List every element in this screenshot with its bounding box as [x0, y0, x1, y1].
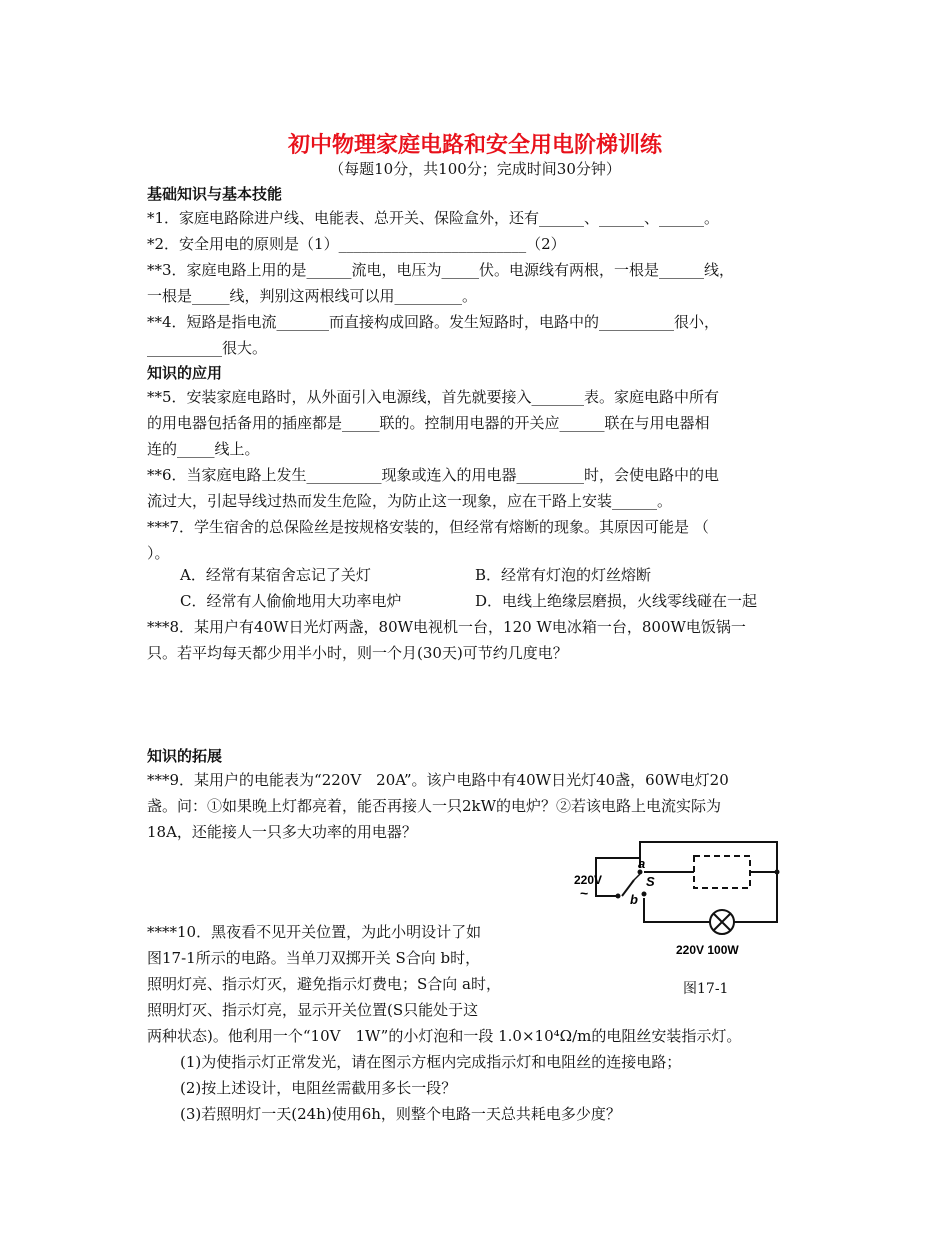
question-6-line-1: **6．当家庭电路上发生__________现象或连入的用电器_________时，会使电路中的电 [147, 466, 720, 484]
question-7-option-d: D．电线上绝缘层磨损，火线零线碰在一起 [475, 592, 758, 610]
question-8-line-2: 只。若平均每天都少用半小时，则一个月(30天)可节约几度电？ [147, 644, 568, 662]
question-10-part-3: (3)若照明灯一天(24h)使用6h，则整个电路一天总共耗电多少度？ [180, 1105, 621, 1123]
question-4-line-1: **4．短路是指电流_______而直接构成回路。发生短路时，电路中的__________很小， [147, 313, 720, 331]
question-7-option-c: C．经常有人偷偷地用大功率电炉 [180, 592, 402, 610]
source-lower-wire [596, 890, 616, 896]
question-10-line-3: 照明灯亮、指示灯灭，避免指示灯费电；S合向 a时， [147, 975, 501, 993]
label-b: b [630, 892, 638, 907]
question-1: *1．家庭电路除进户线、电能表、总开关、保险盒外，还有______、______、______。 [147, 209, 720, 227]
junction-dot [775, 870, 780, 875]
terminal-b-dot [642, 892, 647, 897]
right-wire [734, 872, 777, 922]
question-10-line-5: 两种状态)。他利用一个“10V 1W”的小灯泡和一段 1.0×10⁴Ω/m的电阻丝安装指示灯。 [147, 1027, 742, 1045]
voltage-label: 220V [574, 873, 603, 887]
section-heading-application: 知识的应用 [147, 364, 223, 382]
section-heading-basic: 基础知识与基本技能 [147, 185, 283, 203]
question-10-line-1: ****10．黑夜看不见开关位置，为此小明设计了如 [147, 923, 482, 941]
question-9-line-1: ***9．某用户的电能表为“220V 20A”。该户电路中有40W日光灯40盏，60W电灯20 [147, 771, 729, 789]
question-8-line-1: ***8．某用户有40W日光灯两盏，80W电视机一台，120 W电冰箱一台，800W电饭锅一 [147, 618, 746, 636]
question-5-line-1: **5．安装家庭电路时，从外面引入电源线，首先就要接入_______表。家庭电路中所有 [147, 388, 720, 406]
section-heading-extension: 知识的拓展 [147, 747, 223, 765]
question-5-line-3: 连的_____线上。 [147, 440, 260, 458]
figure-caption: 图17-1 [683, 981, 729, 997]
indicator-box [694, 856, 750, 888]
question-9-line-3: 18A，还能接人一只多大功率的用电器？ [147, 823, 417, 841]
lamp-cross [714, 914, 730, 930]
top-wire [640, 842, 777, 876]
ac-symbol: ~ [580, 885, 589, 901]
question-10-part-1: (1)为使指示灯正常发光，请在图示方框内完成指示灯和电阻丝的连接电路； [180, 1053, 682, 1071]
question-5-line-2: 的用电器包括备用的插座都是_____联的。控制用电器的开关应______联在与用电器相 [147, 414, 710, 432]
question-9-line-2: 盏。问：①如果晚上灯都亮着，能否再接人一只2kW的电炉？②若该电路上电流实际为 [147, 797, 722, 815]
question-7-line-1: ***7．学生宿舍的总保险丝是按规格安装的，但经常有熔断的现象。其原因可能是 （ [147, 518, 709, 536]
label-s: S [646, 874, 655, 889]
top-left-wire [596, 858, 640, 890]
question-3-line-1: **3．家庭电路上用的是______流电，电压为_____伏。电源线有两根，一根是______线， [147, 261, 735, 279]
question-7-option-a: A．经常有某宿舍忘记了关灯 [180, 566, 371, 584]
circuit-diagram-figure [572, 828, 782, 960]
label-a: a [638, 856, 646, 871]
question-10-line-4: 照明灯灭、指示灯亮，显示开关位置(S只能处于这 [147, 1001, 479, 1019]
question-7-line-2: ）。 [147, 544, 170, 562]
question-4-line-2: __________很大。 [147, 339, 268, 357]
question-10-line-2: 图17-1所示的电路。当单刀双掷开关 S合向 b时， [147, 949, 481, 967]
switch-pivot [616, 894, 621, 899]
bottom-wire [644, 898, 710, 922]
question-6-line-2: 流过大，引起导线过热而发生危险，为防止这一现象，应在干路上安装______。 [147, 492, 673, 510]
question-3-line-2: 一根是_____线，判别这两根线可以用_________。 [147, 287, 478, 305]
page-subtitle: （每题10分，共100分；完成时间30分钟） [329, 160, 621, 178]
lamp-rating-label: 220V 100W [676, 943, 739, 957]
page-title: 初中物理家庭电路和安全用电阶梯训练 [287, 133, 662, 158]
question-2: *2．安全用电的原则是（1）_________________________（2） [147, 235, 566, 253]
question-10-part-2: (2)按上述设计，电阻丝需截用多长一段？ [180, 1079, 457, 1097]
question-7-option-b: B．经常有灯泡的灯丝熔断 [475, 566, 652, 584]
